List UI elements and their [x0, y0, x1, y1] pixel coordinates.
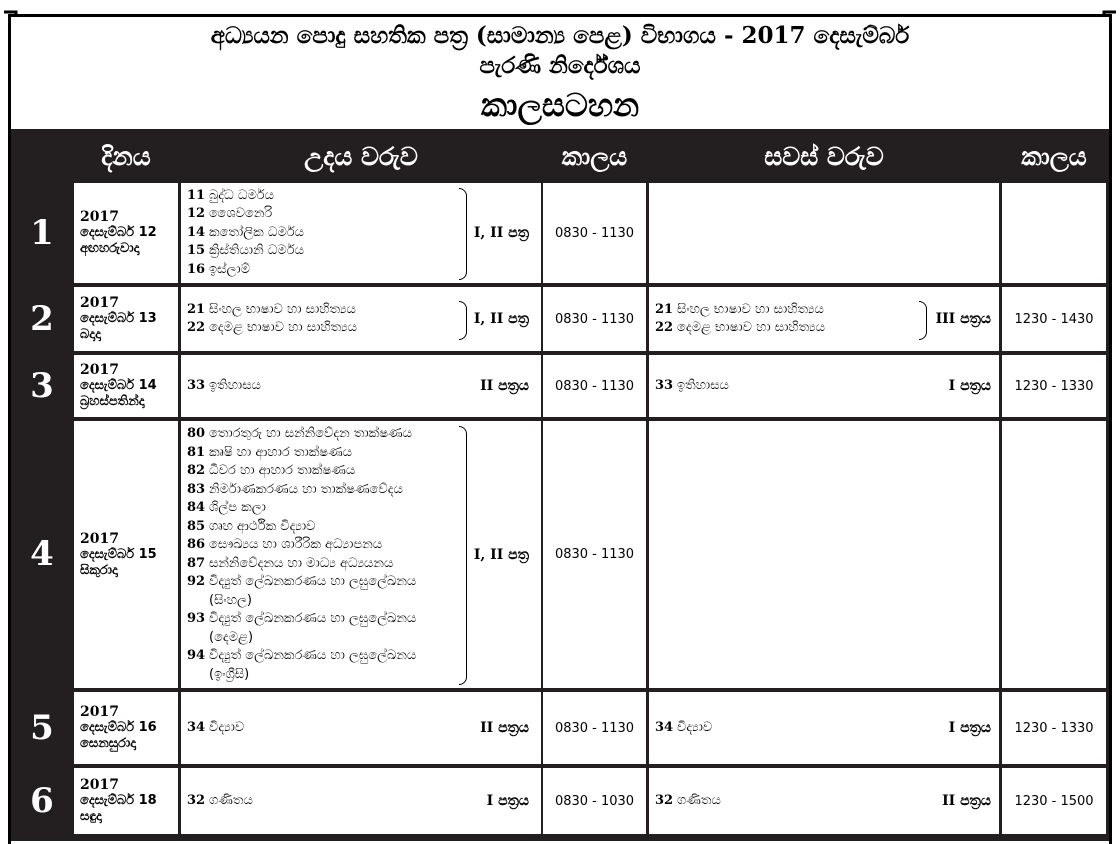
evening-subjects-cell — [649, 692, 999, 764]
subject-line — [187, 536, 416, 555]
morning-subjects-cell — [181, 355, 541, 417]
day-cell — [74, 183, 178, 283]
subject-code: 22 — [187, 320, 206, 335]
evening-subjects-cell — [649, 768, 999, 834]
morning-time-cell: 0830 - 1130 — [543, 355, 646, 417]
subject-code: 92 — [187, 574, 206, 589]
paper-label: II පත්‍රය — [942, 792, 991, 809]
subject-line — [187, 573, 416, 592]
date-year: 2017 — [80, 295, 119, 311]
subject-line — [187, 481, 416, 500]
evening-subjects-cell — [649, 287, 999, 351]
date-text: දෙසැම්බර් 14 — [80, 378, 157, 393]
subject-line — [187, 187, 304, 206]
subject-code: 87 — [187, 555, 206, 571]
day-cell — [74, 421, 178, 688]
evening-time-cell — [1002, 183, 1106, 283]
subject-note: (සිංහල) — [209, 592, 252, 608]
subject-name: සන්නිවේදනය හා මාධ්‍ය අධ්‍යයනය — [209, 555, 394, 571]
subject-line — [187, 242, 304, 261]
subject-code: 15 — [187, 243, 206, 259]
row-number: 4 — [30, 534, 54, 574]
subject-line — [187, 205, 304, 224]
subject-name: බුද්ධ ධර්මය — [209, 187, 275, 203]
brace-icon — [459, 188, 467, 280]
subject-name: ගණිතය — [209, 792, 253, 808]
column-header-time: කාලය — [1021, 142, 1087, 171]
subject-name: දෙමළ භාෂාව හා සාහිත්‍යය — [209, 320, 357, 335]
column-header-morning: උදය වරුව — [304, 142, 418, 171]
subject-code: 82 — [187, 463, 206, 478]
column-header-evening: සවස් වරුව — [764, 142, 884, 171]
weekday-text: සඳුදා — [80, 809, 102, 824]
subject-code: 93 — [187, 611, 206, 626]
evening-time-cell: 1230 - 1330 — [1002, 692, 1106, 764]
subject-note: (ඉංග්‍රීසි) — [209, 666, 250, 682]
exam-title: අධ්‍යයන පොදු සහතික පත්‍ර (සාමාන්‍ය පෙළ) විභාගය - 2017 දෙසැම්බර් — [210, 22, 910, 49]
row-number: 5 — [30, 708, 54, 748]
subject-line — [655, 301, 825, 320]
subject-code: 85 — [187, 518, 206, 534]
subject-name: තොරතුරු හා සන්නිවේදන තාක්ෂණය — [209, 426, 412, 441]
subject-name: විද්‍යුත් ලේඛනකරණය හා ලඝුලේඛනය — [209, 574, 417, 589]
evening-time-cell — [1002, 421, 1106, 688]
weekday-text: බ්‍රහස්පතින්දා — [80, 394, 145, 409]
evening-time-cell: 1230 - 1500 — [1002, 768, 1106, 834]
subject-name: විද්‍යාව — [677, 719, 713, 735]
subject-name: ශෛවනෙරි — [209, 206, 273, 222]
morning-time-cell: 0830 - 1130 — [543, 183, 646, 283]
subject-line — [187, 444, 416, 463]
subject-line — [187, 792, 253, 811]
subject-code: 21 — [187, 301, 206, 317]
day-cell — [74, 768, 178, 834]
paper-label: I පත්‍රය — [948, 719, 991, 736]
subject-code: 33 — [655, 377, 674, 393]
morning-time-cell: 0830 - 1130 — [543, 421, 646, 688]
paper-label: II පත්‍රය — [480, 377, 529, 394]
subject-line — [187, 301, 357, 320]
subject-name: විද්‍යාව — [209, 719, 245, 735]
subject-note: (දෙමළ) — [209, 629, 254, 645]
day-cell — [74, 692, 178, 764]
date-year: 2017 — [80, 704, 119, 720]
row-number: 2 — [30, 299, 54, 339]
evening-time-cell: 1230 - 1430 — [1002, 287, 1106, 351]
paper-label: I, II පත්‍ර — [473, 224, 529, 241]
morning-subjects-cell — [181, 421, 541, 688]
subject-code: 81 — [187, 444, 206, 460]
subject-name: කෘෂි හා ආහාර තාක්ෂණය — [209, 444, 353, 460]
subject-code: 33 — [187, 377, 206, 393]
subject-name: ගෘහ ආර්ථික විද්‍යාව — [209, 518, 316, 534]
subject-line — [655, 377, 729, 396]
date-text: දෙසැම්බර් 18 — [80, 793, 157, 808]
subject-line — [187, 261, 304, 280]
date-text: දෙසැම්බර් 16 — [80, 720, 157, 735]
day-cell — [74, 287, 178, 351]
morning-subjects-cell — [181, 692, 541, 764]
morning-subjects-cell — [181, 768, 541, 834]
subject-line — [187, 319, 357, 338]
subject-code: 84 — [187, 500, 206, 515]
subject-code: 94 — [187, 648, 206, 663]
subject-line — [187, 555, 416, 574]
date-text: දෙසැම්බර් 15 — [80, 546, 157, 562]
subject-name: නිර්මාණකරණය හා තාක්ෂණවේදය — [209, 481, 403, 497]
subject-name: සෞඛ්‍යය හා ශාරීරික අධ්‍යාපනය — [209, 537, 383, 552]
subject-line — [187, 610, 416, 629]
brace-icon — [459, 301, 467, 340]
subject-code: 32 — [655, 792, 674, 808]
subject-code: 86 — [187, 537, 206, 552]
subject-code: 80 — [187, 426, 206, 441]
subject-code: 34 — [187, 719, 206, 735]
morning-subjects-cell — [181, 287, 541, 351]
weekday-text: අඟහරුවාදා — [80, 241, 140, 256]
date-year: 2017 — [80, 777, 119, 793]
subject-line — [187, 224, 304, 243]
subject-code: 32 — [187, 792, 206, 808]
paper-label: I පත්‍රය — [948, 377, 991, 394]
morning-time-cell: 0830 - 1130 — [543, 692, 646, 764]
subject-code: 16 — [187, 261, 206, 277]
subject-line — [187, 719, 244, 738]
subject-code: 22 — [655, 320, 674, 335]
subject-name: ඉතිහාසය — [209, 377, 261, 393]
weekday-text: සිකුරාදා — [80, 562, 118, 578]
row-number: 1 — [30, 213, 54, 253]
subject-name: සිංහල භාෂාව හා සාහිත්‍යය — [677, 301, 824, 317]
subject-name: විද්‍යුත් ලේඛනකරණය හා ලඝුලේඛනය — [209, 648, 417, 663]
subject-code: 21 — [655, 301, 674, 317]
paper-label: I, II පත්‍ර — [473, 546, 529, 563]
subject-name: විද්‍යුත් ලේඛනකරණය හා ලඝුලේඛනය — [209, 611, 417, 626]
paper-label: I පත්‍රය — [486, 792, 529, 809]
timetable-heading: කාලසටහන — [480, 86, 640, 124]
weekday-text: බදාදා — [80, 327, 101, 342]
brace-icon — [459, 426, 467, 685]
row-number: 6 — [30, 781, 54, 821]
evening-subjects-cell — [649, 183, 999, 283]
subject-name: ඉස්ලාම් — [209, 261, 251, 277]
subject-code: 11 — [187, 187, 206, 203]
subject-line — [187, 377, 261, 396]
subject-name: ශිල්ප කලා — [209, 500, 266, 515]
morning-subjects-cell — [181, 183, 541, 283]
subject-line — [655, 319, 825, 338]
column-header-day: දිනය — [101, 142, 151, 171]
subject-line — [655, 792, 721, 811]
paper-label: III පත්‍රය — [935, 310, 991, 327]
date-year: 2017 — [80, 209, 119, 225]
brace-icon — [919, 301, 927, 340]
subject-line — [187, 425, 416, 444]
subject-name: සිංහල භාෂාව හා සාහිත්‍යය — [209, 301, 356, 317]
subject-line — [187, 499, 416, 518]
subject-name: ඉතිහාසය — [677, 377, 729, 393]
subject-name: ගණිතය — [677, 792, 721, 808]
subject-line — [655, 719, 712, 738]
document-header — [11, 17, 1109, 129]
paper-label: II පත්‍රය — [480, 719, 529, 736]
date-text: දෙසැම්බර් 13 — [80, 311, 157, 326]
row-number: 3 — [30, 366, 54, 406]
column-header-time: කාලය — [561, 142, 628, 171]
subject-line — [187, 462, 416, 481]
date-year: 2017 — [80, 362, 119, 378]
date-year: 2017 — [80, 530, 119, 547]
day-cell — [74, 355, 178, 417]
subject-code: 83 — [187, 481, 206, 497]
evening-subjects-cell — [649, 355, 999, 417]
subject-code: 12 — [187, 206, 206, 222]
subject-name: දෙමළ භාෂාව හා සාහිත්‍යය — [677, 320, 825, 335]
subject-name: ක්‍රිස්තියානි ධර්මය — [209, 243, 304, 259]
subject-code: 14 — [187, 224, 206, 240]
morning-time-cell: 0830 - 1130 — [543, 287, 646, 351]
morning-time-cell: 0830 - 1030 — [543, 768, 646, 834]
weekday-text: සෙනසුරාදා — [80, 736, 137, 751]
syllabus-subtitle: පැරණි නිර්දේශය — [479, 52, 641, 79]
subject-line — [187, 647, 416, 666]
subject-code: 34 — [655, 719, 674, 735]
evening-subjects-cell — [649, 421, 999, 688]
subject-name: ධීවර හා ආහාර තාක්ෂණය — [209, 463, 356, 478]
subject-name: කතෝලික ධර්මය — [209, 224, 305, 240]
date-text: දෙසැම්බර් 12 — [80, 225, 157, 240]
paper-label: I, II පත්‍ර — [473, 310, 529, 327]
evening-time-cell: 1230 - 1330 — [1002, 355, 1106, 417]
subject-line — [187, 518, 416, 537]
